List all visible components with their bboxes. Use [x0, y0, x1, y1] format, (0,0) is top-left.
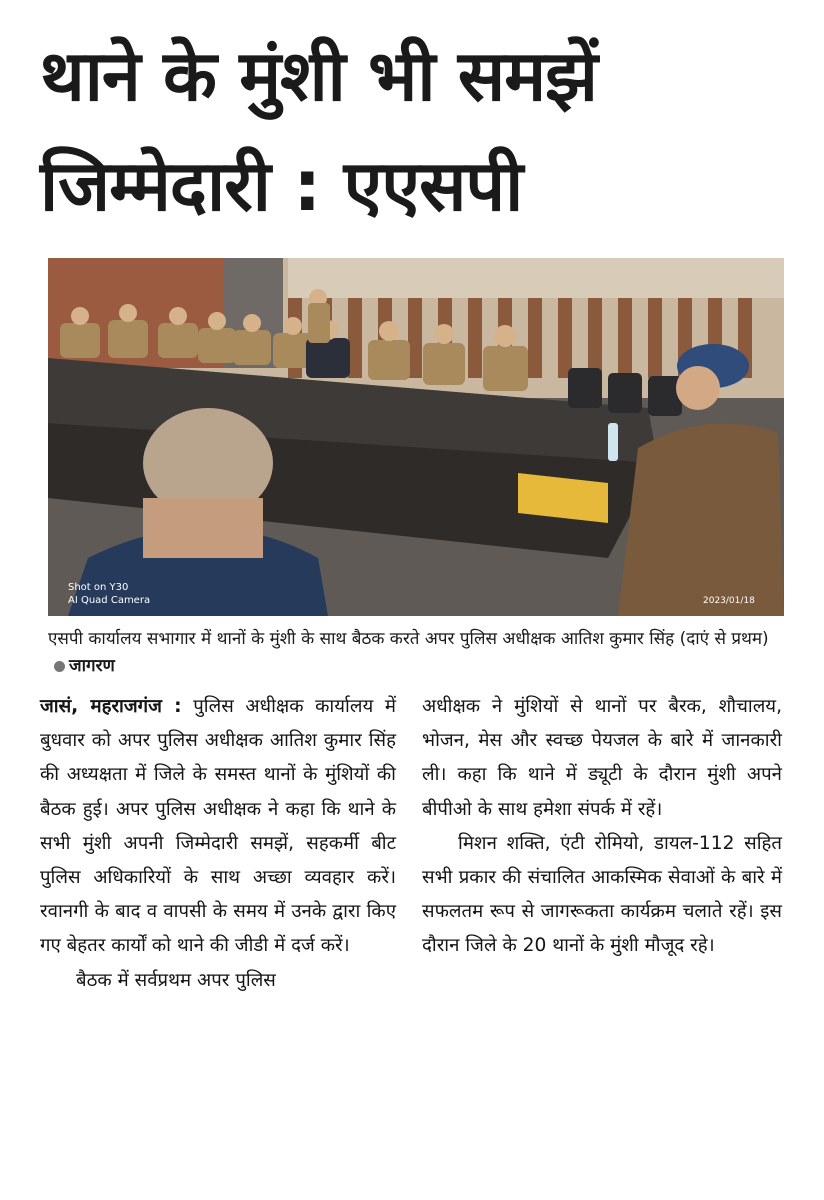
- article-paragraph: [40, 690, 396, 964]
- headline-line-2: जिम्मेदारी : एएसपी: [40, 145, 523, 227]
- caption-text: एसपी कार्यालय सभागार में थानों के मुंशी के साथ बैठक करते अपर पुलिस अधीक्षक आतिश कुमार सिंह (दाएं से प्रथम): [48, 629, 769, 649]
- paragraph-text: पुलिस अधीक्षक कार्यालय में बुधवार को अपर पुलिस अधीक्षक आतिश कुमार सिंह की अध्यक्षता में जिले के समस्त थानों के मुंशियों की बैठक हुई। अपर पुलिस अधीक्षक ने कहा कि थाने के सभी मुंशी अपनी जिम्मेदारी समझें, सहकर्मी बीट पुलिस अधिकारियों के साथ अच्छा व्यवहार करें। रवानगी के बाद व वापसी के समय में उनके द्वारा किए गए बेहतर कार्यों को थाने की जीडी में दर्ज करें।: [40, 696, 396, 957]
- article-paragraph: अधीक्षक ने मुंशियों से थानों पर बैरक, शौचालय, भोजन, मेस और स्वच्छ पेयजल के बारे में जानकारी ली। कहा कि थाने में ड्यूटी के दौरान मुंशी अपने बीपीओ के साथ हमेशा संपर्क में रहें।: [422, 696, 782, 820]
- dateline: जासं, महराजगंज :: [40, 696, 182, 717]
- article-column-2: [422, 690, 782, 964]
- date-stamp: 2023/01/18: [703, 596, 755, 606]
- camera-watermark-line-2: AI Quad Camera: [68, 595, 151, 606]
- meeting-room-illustration: [48, 258, 784, 616]
- news-photo: [48, 258, 784, 616]
- headline-line-1: थाने के मुंशी भी समझें: [40, 35, 597, 117]
- article-paragraph: मिशन शक्ति, एंटी रोमियो, डायल-112 सहित सभी प्रकार की संचालित आकस्मिक सेवाओं के बारे में सफलतम रूप से जागरूकता कार्यक्रम चलाते रहें। इस दौरान जिले के 20 थानों के मुंशी मौजूद रहे।: [422, 832, 782, 957]
- photo-caption: [48, 626, 788, 680]
- article-paragraph: बैठक में सर्वप्रथम अपर पुलिस: [76, 969, 276, 991]
- caption-bullet: [54, 661, 65, 672]
- article-column-1: [40, 690, 396, 998]
- camera-watermark-line-1: Shot on Y30: [68, 582, 129, 593]
- caption-credit: जागरण: [69, 656, 115, 676]
